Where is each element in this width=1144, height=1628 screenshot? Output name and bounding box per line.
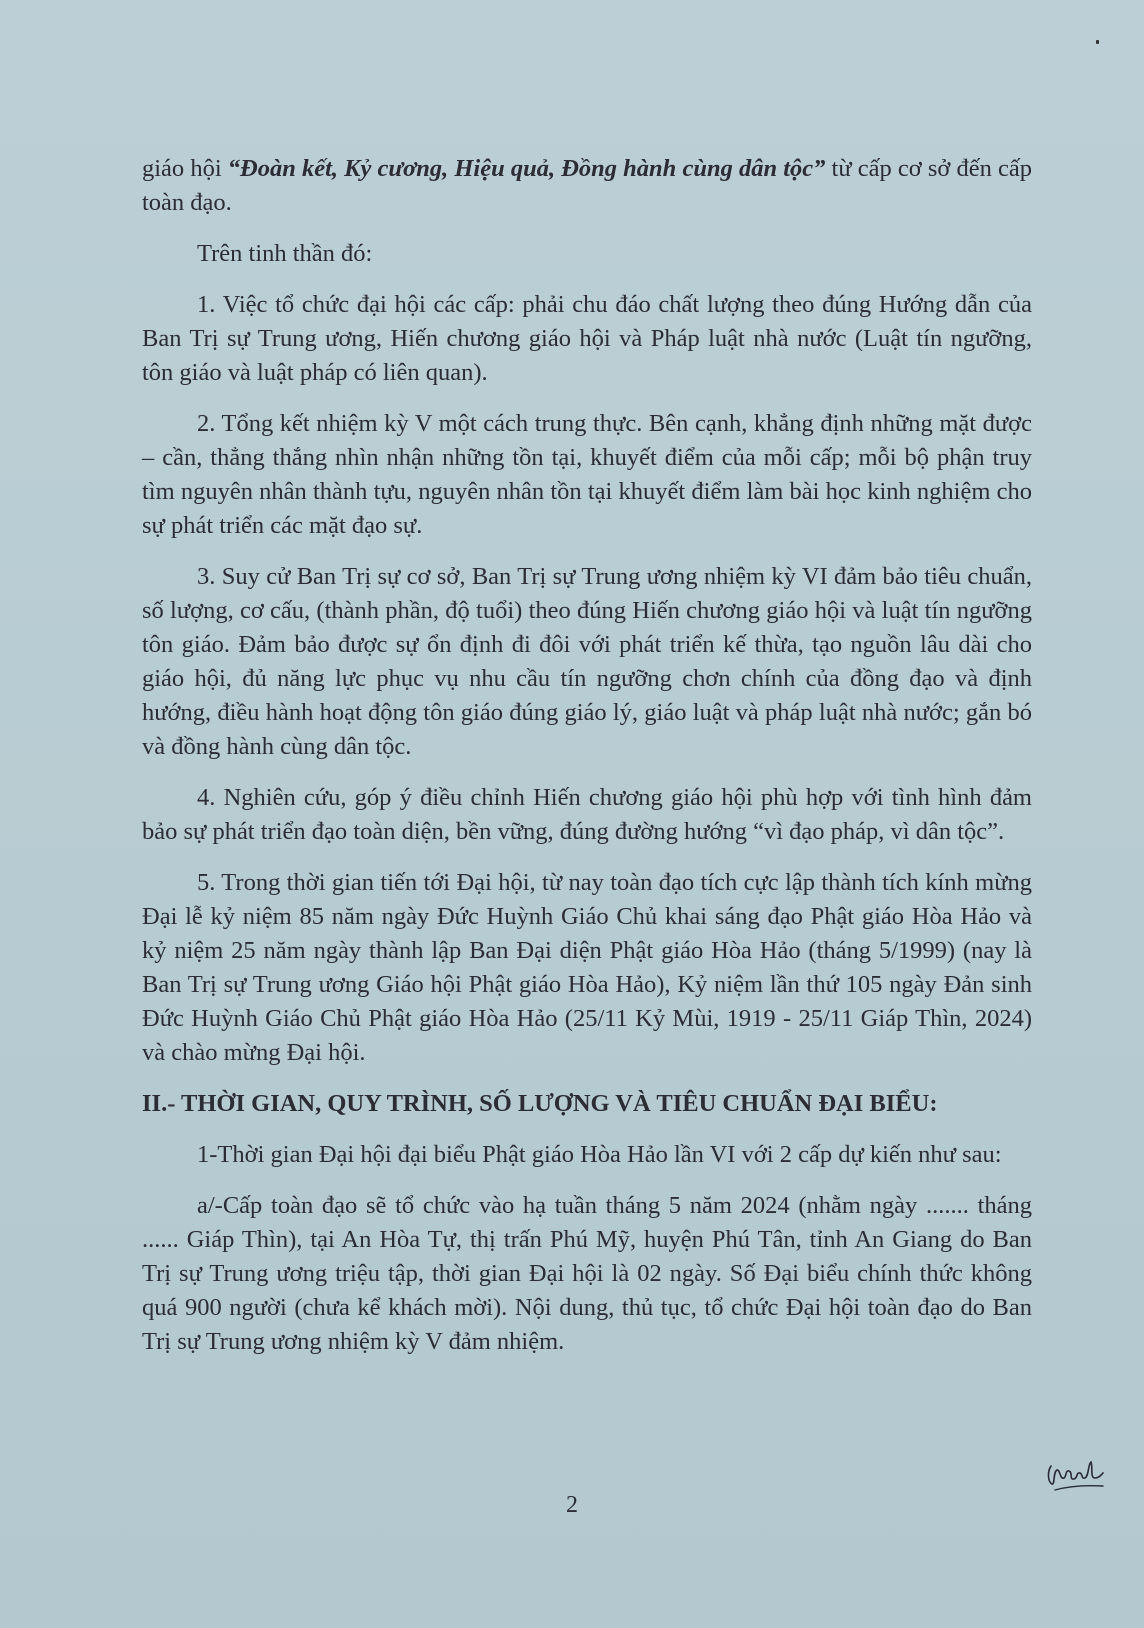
sub-item-a: a/-Cấp toàn đạo sẽ tổ chức vào hạ tuần tháng 5 năm 2024 (nhằm ngày ....... tháng ...... Giáp Thìn), tại An Hòa Tự, thị trấn Phú Mỹ, huyện Phú Tân, tỉnh An Giang do Ban Trị sự Trung ương triệu tập, thời gian Đại hội là 02 ngày. Số Đại biểu chính thức không quá 900 người (chưa kể khách mời). Nội dung, thủ tục, tổ chức Đại hội toàn đạo do Ban Trị sự Trung ương nhiệm kỳ V đảm nhiệm.	[142, 1192, 1032, 1355]
spirit-line: Trên tinh thần đó:	[197, 240, 373, 267]
intro-paragraph	[142, 152, 1032, 220]
item-3: 3. Suy cử Ban Trị sự cơ sở, Ban Trị sự Trung ương nhiệm kỳ VI đảm bảo tiêu chuẩn, số lượng, cơ cấu, (thành phần, độ tuổi) theo đúng Hiến chương giáo hội và luật tín ngưỡng tôn giáo. Đảm bảo được sự ổn định đi đôi với phát triển kế thừa, tạo nguồn lâu dài cho giáo hội, đủ năng lực phục vụ nhu cầu tín ngưỡng chơn chính của đồng đạo và định hướng, điều hành hoạt động tôn giáo đúng giáo lý, giáo luật và pháp luật nhà nước; gắn bó và đồng hành cùng dân tộc.	[142, 563, 1032, 760]
timing-intro: 1-Thời gian Đại hội đại biểu Phật giáo Hòa Hảo lần VI với 2 cấp dự kiến như sau:	[197, 1141, 1002, 1168]
intro-suffix: từ cấp cơ sở đến cấp toàn đạo.	[142, 155, 1032, 216]
item-2: 2. Tổng kết nhiệm kỳ V một cách trung thực. Bên cạnh, khẳng định những mặt được – cần, thẳng thắng nhìn nhận những tồn tại, khuyết điểm của mỗi cấp; mỗi bộ phận truy tìm nguyên nhân thành tựu, nguyên nhân tồn tại khuyết điểm làm bài học kinh nghiệm cho sự phát triển các mặt đạo sự.	[142, 410, 1032, 539]
intro-prefix: giáo hội	[142, 155, 228, 182]
document-body	[142, 152, 1032, 1376]
section-heading: II.- THỜI GIAN, QUY TRÌNH, SỐ LƯỢNG VÀ TIÊU CHUẨN ĐẠI BIỂU:	[142, 1090, 938, 1117]
motto: “Đoàn kết, Kỷ cương, Hiệu quả, Đồng hành cùng dân tộc”	[227, 155, 826, 182]
item-1: 1. Việc tổ chức đại hội các cấp: phải chu đáo chất lượng theo đúng Hướng dẫn của Ban Trị sự Trung ương, Hiến chương giáo hội và Pháp luật nhà nước (Luật tín ngưỡng, tôn giáo và luật pháp có liên quan).	[142, 291, 1032, 386]
page-number: 2	[566, 1492, 578, 1518]
speck	[1096, 40, 1099, 44]
item-5: 5. Trong thời gian tiến tới Đại hội, từ nay toàn đạo tích cực lập thành tích kính mừng Đại lễ kỷ niệm 85 năm ngày Đức Huỳnh Giáo Chủ khai sáng đạo Phật giáo Hòa Hảo và kỷ niệm 25 năm ngày thành lập Ban Đại diện Phật giáo Hòa Hảo (tháng 5/1999) (nay là Ban Trị sự Trung ương Giáo hội Phật giáo Hòa Hảo), Kỷ niệm lần thứ 105 ngày Đản sinh Đức Huỳnh Giáo Chủ Phật giáo Hòa Hảo (25/11 Kỷ Mùi, 1919 - 25/11 Giáp Thìn, 2024) và chào mừng Đại hội.	[142, 869, 1032, 1066]
item-4: 4. Nghiên cứu, góp ý điều chỉnh Hiến chương giáo hội phù hợp với tình hình đảm bảo sự phát triển đạo toàn diện, bền vững, đúng đường hướng “vì đạo pháp, vì dân tộc”.	[142, 784, 1032, 845]
